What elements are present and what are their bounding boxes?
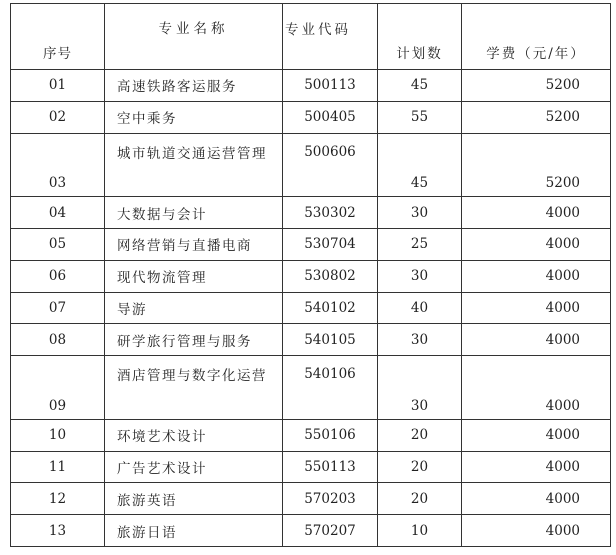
cell-major-code: 500405 <box>283 101 378 133</box>
cell-major-code: 570207 <box>283 515 378 547</box>
table-row <box>11 70 611 102</box>
cell-major-name: 城市轨道交通运营管理 <box>105 133 283 197</box>
cell-major-name: 酒店管理与数字化运营 <box>105 356 283 420</box>
cell-major-code: 570203 <box>283 483 378 515</box>
cell-major-name: 旅游英语 <box>105 483 283 515</box>
table-row <box>11 515 611 547</box>
cell-major-name: 网络营销与直播电商 <box>105 228 283 260</box>
table-row <box>11 228 611 260</box>
cell-major-code: 500606 <box>283 133 378 197</box>
cell-major-code: 530704 <box>283 228 378 260</box>
cell-major-name: 研学旅行管理与服务 <box>105 324 283 356</box>
cell-plan-count: 20 <box>378 483 462 515</box>
table-row <box>11 133 611 197</box>
cell-serial-number: 03 <box>11 133 105 197</box>
cell-major-name: 旅游日语 <box>105 515 283 547</box>
cell-plan-count: 40 <box>378 292 462 324</box>
cell-plan-count: 55 <box>378 101 462 133</box>
cell-tuition: 5200 <box>462 70 611 102</box>
table-row <box>11 356 611 420</box>
cell-tuition: 4000 <box>462 260 611 292</box>
cell-serial-number: 04 <box>11 197 105 229</box>
cell-serial-number: 13 <box>11 515 105 547</box>
cell-plan-count: 45 <box>378 133 462 197</box>
table-row <box>11 292 611 324</box>
cell-major-code: 540106 <box>283 356 378 420</box>
cell-tuition: 4000 <box>462 515 611 547</box>
cell-plan-count: 20 <box>378 419 462 451</box>
cell-serial-number: 05 <box>11 228 105 260</box>
cell-tuition: 4000 <box>462 483 611 515</box>
cell-major-code: 500113 <box>283 70 378 102</box>
table-row <box>11 419 611 451</box>
table-row <box>11 197 611 229</box>
table-row <box>11 324 611 356</box>
cell-major-name: 空中乘务 <box>105 101 283 133</box>
cell-major-name: 环境艺术设计 <box>105 419 283 451</box>
cell-tuition: 4000 <box>462 356 611 420</box>
cell-tuition: 4000 <box>462 197 611 229</box>
cell-plan-count: 30 <box>378 356 462 420</box>
cell-major-name: 广告艺术设计 <box>105 451 283 483</box>
cell-major-code: 550113 <box>283 451 378 483</box>
header-serial-number: 序号 <box>11 4 105 70</box>
table-row <box>11 260 611 292</box>
cell-serial-number: 06 <box>11 260 105 292</box>
table-row <box>11 483 611 515</box>
cell-major-name: 现代物流管理 <box>105 260 283 292</box>
cell-plan-count: 45 <box>378 70 462 102</box>
cell-tuition: 4000 <box>462 451 611 483</box>
cell-major-code: 530302 <box>283 197 378 229</box>
cell-serial-number: 01 <box>11 70 105 102</box>
cell-major-code: 540102 <box>283 292 378 324</box>
table-row <box>11 101 611 133</box>
cell-tuition: 4000 <box>462 292 611 324</box>
cell-tuition: 5200 <box>462 101 611 133</box>
cell-plan-count: 10 <box>378 515 462 547</box>
header-major-name: 专业名称 <box>105 4 283 70</box>
cell-serial-number: 10 <box>11 419 105 451</box>
cell-major-code: 540105 <box>283 324 378 356</box>
cell-tuition: 5200 <box>462 133 611 197</box>
cell-serial-number: 11 <box>11 451 105 483</box>
cell-major-code: 530802 <box>283 260 378 292</box>
cell-tuition: 4000 <box>462 419 611 451</box>
cell-plan-count: 30 <box>378 324 462 356</box>
cell-major-name: 大数据与会计 <box>105 197 283 229</box>
table-header-row <box>11 4 611 70</box>
cell-major-name: 高速铁路客运服务 <box>105 70 283 102</box>
cell-tuition: 4000 <box>462 228 611 260</box>
cell-tuition: 4000 <box>462 324 611 356</box>
header-tuition: 学费（元/年） <box>462 4 611 70</box>
header-major-code: 专业代码 <box>283 4 378 70</box>
cell-serial-number: 07 <box>11 292 105 324</box>
enrollment-plan-table <box>10 3 611 547</box>
table-row <box>11 451 611 483</box>
cell-serial-number: 12 <box>11 483 105 515</box>
cell-plan-count: 30 <box>378 260 462 292</box>
cell-plan-count: 30 <box>378 197 462 229</box>
cell-major-name: 导游 <box>105 292 283 324</box>
cell-major-code: 550106 <box>283 419 378 451</box>
cell-plan-count: 25 <box>378 228 462 260</box>
cell-serial-number: 02 <box>11 101 105 133</box>
cell-serial-number: 09 <box>11 356 105 420</box>
cell-serial-number: 08 <box>11 324 105 356</box>
cell-plan-count: 20 <box>378 451 462 483</box>
header-plan-count: 计划数 <box>378 4 462 70</box>
